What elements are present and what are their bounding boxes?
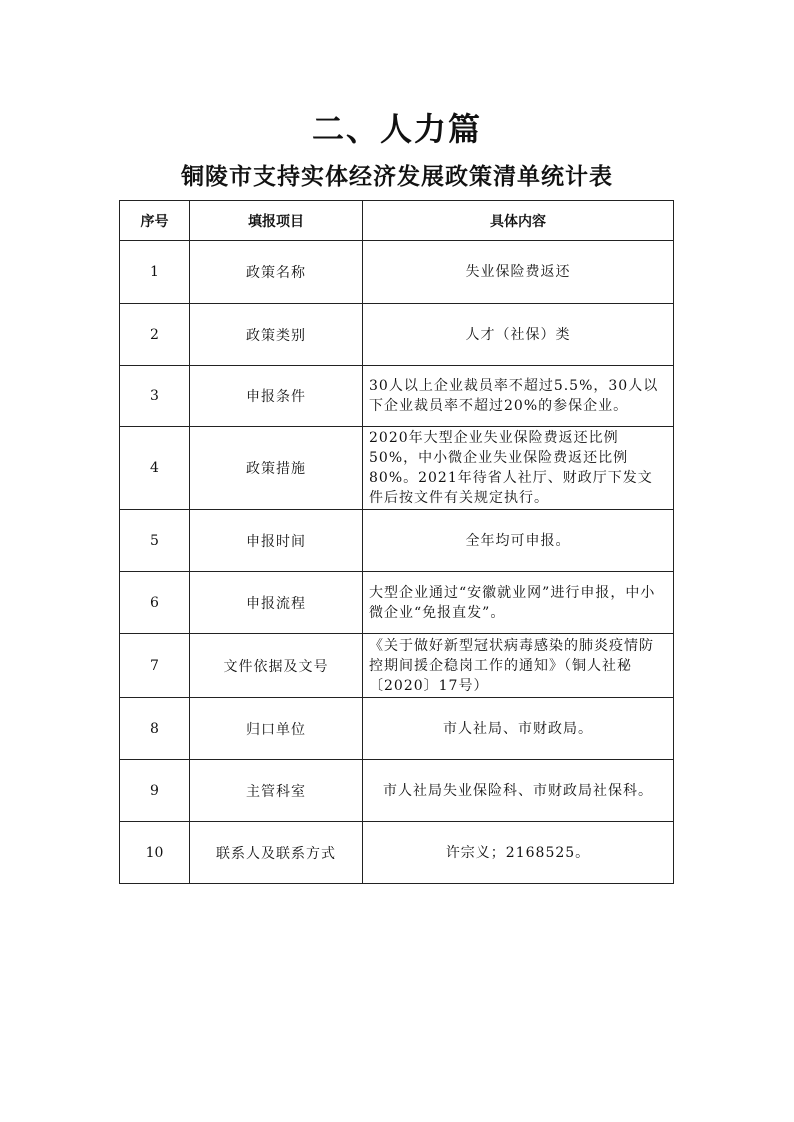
row-item: 申报条件 — [190, 366, 363, 427]
row-no: 2 — [120, 304, 190, 366]
section-title: 二、人力篇 — [311, 110, 482, 148]
row-item: 政策类别 — [190, 304, 363, 366]
row-no: 10 — [120, 822, 190, 884]
row-item: 主管科室 — [190, 760, 363, 822]
row-content: 全年均可申报。 — [363, 510, 674, 572]
table-row — [120, 510, 674, 572]
row-item: 文件依据及文号 — [190, 634, 363, 698]
table-row — [120, 304, 674, 366]
row-content: 人才（社保）类 — [363, 304, 674, 366]
row-no: 7 — [120, 634, 190, 698]
row-content: 大型企业通过“安徽就业网”进行申报，中小微企业“免报直发”。 — [363, 572, 674, 634]
table-row — [120, 634, 674, 698]
document-title: 铜陵市支持实体经济发展政策清单统计表 — [181, 163, 613, 190]
row-item: 联系人及联系方式 — [190, 822, 363, 884]
row-content: 2020年大型企业失业保险费返还比例50%，中小微企业失业保险费返还比例80%。2021年待省人社厅、财政厅下发文件后按文件有关规定执行。 — [363, 427, 674, 510]
table-row — [120, 760, 674, 822]
row-item: 政策名称 — [190, 241, 363, 304]
policy-table — [119, 200, 674, 884]
row-no: 1 — [120, 241, 190, 304]
row-item: 申报流程 — [190, 572, 363, 634]
row-no: 4 — [120, 427, 190, 510]
row-no: 8 — [120, 698, 190, 760]
table-row — [120, 572, 674, 634]
table-row — [120, 241, 674, 304]
row-content: 《关于做好新型冠状病毒感染的肺炎疫情防控期间援企稳岗工作的通知》（铜人社秘〔2020〕17号） — [363, 634, 674, 698]
table-row — [120, 822, 674, 884]
row-content: 许宗义；2168525。 — [363, 822, 674, 884]
row-content: 30人以上企业裁员率不超过5.5%，30人以下企业裁员率不超过20%的参保企业。 — [363, 366, 674, 427]
table-header-row — [120, 201, 674, 241]
table-row — [120, 366, 674, 427]
row-no: 6 — [120, 572, 190, 634]
row-item: 归口单位 — [190, 698, 363, 760]
row-content: 市人社局失业保险科、市财政局社保科。 — [363, 760, 674, 822]
table-row — [120, 698, 674, 760]
header-no: 序号 — [120, 201, 190, 241]
header-item: 填报项目 — [190, 201, 363, 241]
row-no: 5 — [120, 510, 190, 572]
row-no: 3 — [120, 366, 190, 427]
table-row — [120, 427, 674, 510]
row-content: 失业保险费返还 — [363, 241, 674, 304]
row-no: 9 — [120, 760, 190, 822]
row-item: 政策措施 — [190, 427, 363, 510]
row-content: 市人社局、市财政局。 — [363, 698, 674, 760]
row-item: 申报时间 — [190, 510, 363, 572]
header-content: 具体内容 — [363, 201, 674, 241]
